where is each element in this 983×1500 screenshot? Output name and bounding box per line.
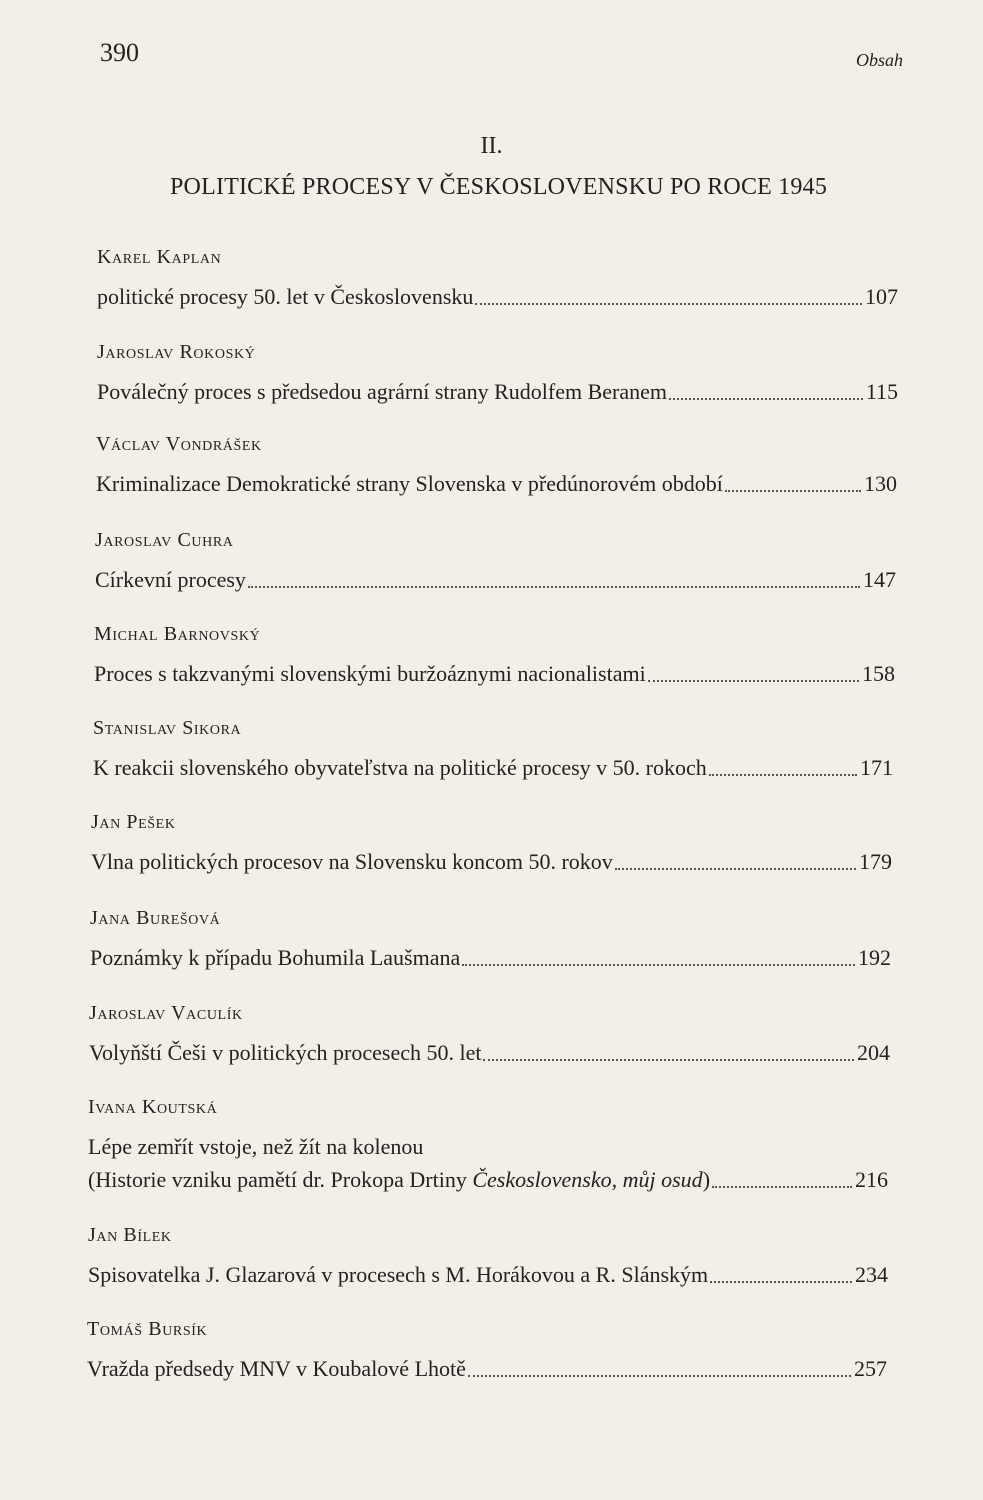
entry-page: 158 <box>862 661 895 686</box>
entry-author: Jaroslav Vaculík <box>89 1002 243 1024</box>
entry-author: Jaroslav Cuhra <box>95 529 234 551</box>
entry-page: 171 <box>860 755 893 780</box>
leader-dots <box>712 1186 852 1188</box>
entry-title: Poznámky k případu Bohumila Laušmana <box>90 945 461 970</box>
entry-line <box>97 375 898 408</box>
leader-dots <box>709 774 857 776</box>
entry-author: Stanislav Sikora <box>93 717 242 739</box>
leader-dots <box>475 303 862 305</box>
leader-dots <box>648 680 859 682</box>
toc-entry <box>94 621 895 690</box>
entry-page: 192 <box>858 945 891 970</box>
entry-author: Václav Vondrášek <box>96 433 262 455</box>
toc-entry <box>89 1000 890 1069</box>
entry-author: Jaroslav Rokoský <box>97 341 256 363</box>
entry-author: Jan Pešek <box>91 811 176 833</box>
entry-title: Poválečný proces s předsedou agrární strany Rudolfem Beranem <box>97 379 667 404</box>
entry-title: Vlna politických procesov na Slovensku koncom 50. rokov <box>91 849 613 874</box>
leader-dots <box>248 586 860 588</box>
entry-page: 234 <box>855 1262 888 1287</box>
entry-line <box>87 1352 887 1385</box>
entry-title: Volyňští Češi v politických procesech 50. let <box>89 1040 482 1065</box>
entry-page: 179 <box>859 849 892 874</box>
entry-title: Vražda předsedy MNV v Koubalové Lhotě <box>87 1356 466 1381</box>
entry-line <box>94 657 895 690</box>
entry-page: 130 <box>864 471 897 496</box>
entry-page: 115 <box>865 379 898 404</box>
entry-author: Jana Burešová <box>90 907 221 929</box>
toc-entry <box>96 431 897 500</box>
entry-title: Kriminalizace Demokratické strany Slovenska v předúnorovém období <box>96 471 723 496</box>
entry-line <box>89 1036 890 1069</box>
toc-entry <box>90 905 891 974</box>
entry-title: Lépe zemřít vstoje, než žít na kolenou <box>88 1134 424 1159</box>
entry-page: 107 <box>865 284 898 309</box>
entry-title: Církevní procesy <box>95 567 246 592</box>
entry-author: Karel Kaplan <box>97 246 222 268</box>
entry-line <box>90 941 891 974</box>
running-head: Obsah <box>855 50 903 70</box>
part-number: II. <box>480 133 503 159</box>
entry-title: politické procesy 50. let v Československu <box>97 284 474 309</box>
entry-page: 147 <box>863 567 896 592</box>
leader-dots <box>615 868 856 870</box>
entry-page: 216 <box>855 1167 888 1192</box>
entry-title: K reakcii slovenského obyvateľstva na politické procesy v 50. rokoch <box>93 755 707 780</box>
toc-entry <box>87 1316 887 1385</box>
toc-entry <box>93 715 893 784</box>
entry-title: Spisovatelka J. Glazarová v procesech s M. Horákovou a R. Slánským <box>88 1262 709 1287</box>
leader-dots <box>468 1375 851 1377</box>
part-title: POLITICKÉ PROCESY V ČESKOSLOVENSKU PO ROCE 1945 <box>170 174 828 200</box>
leader-dots <box>462 964 855 966</box>
entry-line <box>97 280 898 313</box>
entry-author: Tomáš Bursík <box>87 1318 208 1340</box>
toc-entry <box>97 339 898 408</box>
toc-entry <box>97 244 898 313</box>
toc-entry <box>91 809 892 878</box>
leader-dots <box>710 1281 852 1283</box>
entry-line <box>96 467 897 500</box>
toc-entry <box>88 1094 888 1196</box>
entry-author: Jan Bílek <box>88 1224 172 1246</box>
page-number: 390 <box>100 38 139 67</box>
leader-dots <box>483 1059 854 1061</box>
entry-line <box>88 1163 888 1196</box>
leader-dots <box>725 490 861 492</box>
toc-entry <box>88 1222 888 1291</box>
entry-title-line-2: (Historie vzniku pamětí dr. Prokopa Drtiny Československo, můj osud) <box>88 1167 711 1192</box>
entry-author: Ivana Koutská <box>88 1096 218 1118</box>
toc-entry <box>95 527 896 596</box>
entry-title: Proces s takzvanými slovenskými buržoáznymi nacionalistami <box>94 661 646 686</box>
entry-line <box>93 751 893 784</box>
entry-line <box>91 845 892 878</box>
leader-dots <box>669 398 863 400</box>
entry-author: Michal Barnovský <box>94 623 261 645</box>
entry-line <box>88 1258 888 1291</box>
entry-page: 204 <box>857 1040 890 1065</box>
entry-line <box>95 563 896 596</box>
entry-page: 257 <box>854 1356 887 1381</box>
